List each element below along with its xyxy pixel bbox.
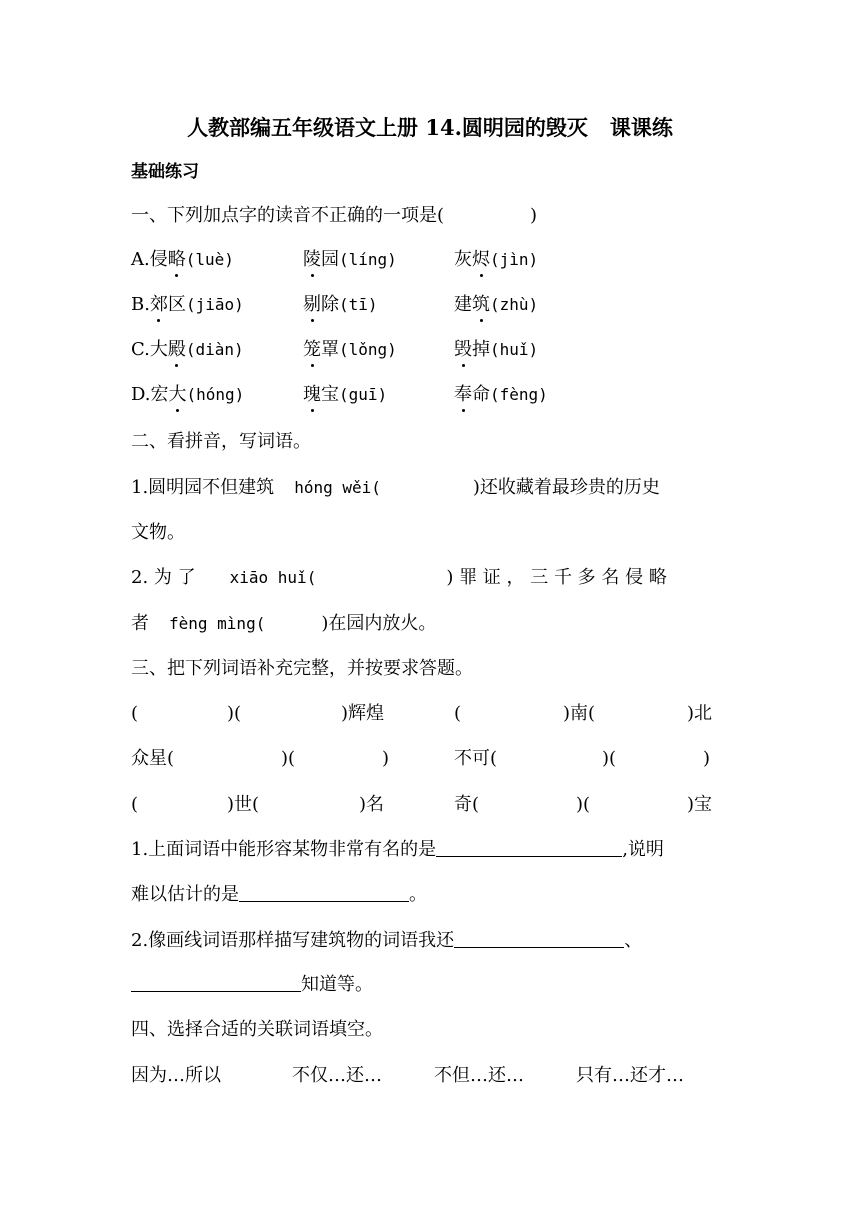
idiom-fragment: ( bbox=[131, 794, 139, 815]
pinyin: (guī) bbox=[339, 385, 388, 404]
idiom-fragment: ( bbox=[131, 703, 139, 724]
idiom-fragment: )( bbox=[281, 748, 296, 769]
idiom-fragment: ) bbox=[703, 748, 711, 769]
dotted-character: 毁 bbox=[454, 339, 472, 360]
q2-item1-line1 bbox=[131, 476, 730, 500]
q2-stem: 二、看拼音，写词语。 bbox=[131, 431, 311, 452]
q3-sub1-text: 1.上面词语中能形容某物非常有名的是 bbox=[131, 839, 437, 860]
q1-option-word bbox=[454, 248, 538, 272]
dotted-character: 奉 bbox=[454, 384, 472, 405]
q3-sub2-text-c: 知道等。 bbox=[301, 974, 373, 995]
q1-option-word bbox=[454, 338, 538, 362]
pinyin: (zhù) bbox=[490, 295, 539, 314]
q2-item1-text: 1.圆明园不但建筑 bbox=[131, 477, 275, 498]
pinyin: (jìn) bbox=[490, 250, 539, 269]
dotted-character: 大 bbox=[168, 384, 187, 405]
q2-item1-line2: 文物。 bbox=[131, 522, 185, 543]
dotted-character: 烬 bbox=[472, 249, 490, 270]
idiom-fragment: )北 bbox=[687, 703, 713, 724]
dotted-character: 笼 bbox=[303, 339, 321, 360]
q2-item2-text: 2. 为 了 bbox=[131, 567, 196, 588]
q1-stem bbox=[131, 204, 730, 228]
idiom-fragment: )南( bbox=[563, 703, 596, 724]
q2-item2-pinyin2: fèng mìng( bbox=[169, 614, 266, 633]
q2-item1-text-end: )还收藏着最珍贵的历史 bbox=[472, 477, 660, 498]
word-character: 建 bbox=[454, 294, 472, 315]
answer-blank[interactable] bbox=[131, 973, 301, 992]
answer-blank[interactable] bbox=[436, 838, 622, 857]
word-character: 大 bbox=[149, 339, 168, 360]
pinyin: (fèng) bbox=[490, 385, 548, 404]
title-main: 人教部编五年级语文上册 14.圆明园的毁灭 bbox=[187, 115, 588, 140]
idiom-fragment: )世( bbox=[227, 794, 260, 815]
q1-stem-close: ) bbox=[530, 205, 538, 226]
dotted-character: 筑 bbox=[472, 294, 490, 315]
q2-item2-text-d: )在园内放火。 bbox=[321, 613, 437, 634]
q3-sub1-line1 bbox=[131, 838, 730, 862]
idiom-fragment: )宝 bbox=[687, 794, 713, 815]
conjunction-option: 只有…还才… bbox=[576, 1065, 684, 1086]
option-label: B. bbox=[131, 294, 150, 315]
pinyin: (luè) bbox=[185, 250, 234, 269]
pinyin: (hóng) bbox=[186, 385, 245, 404]
word-character: 掉 bbox=[472, 339, 490, 360]
section-heading: 基础练习 bbox=[131, 162, 199, 182]
dotted-character: 略 bbox=[167, 249, 186, 270]
q2-item2-text-end: ) 罪 证 ， 三 千 多 名 侵 略 bbox=[446, 567, 667, 588]
q3-sub2-text: 2.像画线词语那样描写建筑物的词语我还 bbox=[131, 930, 455, 951]
idiom-fragment: )名 bbox=[359, 794, 385, 815]
q1-option-word bbox=[454, 293, 538, 317]
idiom-fragment: )辉煌 bbox=[341, 703, 385, 724]
pinyin: (líng) bbox=[339, 250, 397, 269]
idiom-fragment: 不可( bbox=[454, 748, 498, 769]
q1-option-word bbox=[303, 293, 378, 317]
word-character: 园 bbox=[321, 249, 339, 270]
idiom-fragment: ) bbox=[382, 748, 390, 769]
word-character: 侵 bbox=[149, 249, 168, 270]
dotted-character: 瑰 bbox=[303, 384, 321, 405]
conjunction-option: 不但…还… bbox=[434, 1065, 524, 1086]
idiom-fragment: ( bbox=[454, 703, 462, 724]
q2-item2-text-c: 者 bbox=[131, 613, 149, 634]
q1-option-word bbox=[303, 383, 387, 407]
q3-sub2-text-b: 、 bbox=[624, 930, 643, 951]
idiom-fragment: )( bbox=[576, 794, 591, 815]
word-character: 宏 bbox=[150, 384, 169, 405]
q2-item2-pinyin: xiāo huǐ( bbox=[229, 568, 317, 587]
q2-item1-pinyin: hóng wěi( bbox=[294, 478, 381, 497]
q3-sub1-line2 bbox=[131, 883, 730, 907]
word-character: 罩 bbox=[321, 339, 339, 360]
q1-option-word bbox=[131, 338, 244, 362]
q1-option-word bbox=[303, 248, 397, 272]
pinyin: (jiāo) bbox=[185, 295, 244, 314]
word-character: 命 bbox=[472, 384, 490, 405]
dotted-character: 郊 bbox=[149, 294, 168, 315]
q1-option-word bbox=[131, 293, 244, 317]
option-label: A. bbox=[131, 249, 150, 270]
q2-item2-line1 bbox=[131, 566, 730, 590]
pinyin: (lǒng) bbox=[339, 340, 397, 359]
idiom-fragment: )( bbox=[227, 703, 242, 724]
answer-blank[interactable] bbox=[454, 929, 624, 948]
q4-stem: 四、选择合适的关联词语填空。 bbox=[131, 1019, 383, 1040]
dotted-character: 陵 bbox=[303, 249, 321, 270]
pinyin: (huǐ) bbox=[490, 340, 539, 359]
dotted-character: 剔 bbox=[303, 294, 321, 315]
q3-sub2-line2 bbox=[131, 973, 730, 997]
q3-sub1-text-b: ,说明 bbox=[622, 839, 664, 860]
idiom-fragment: 奇( bbox=[454, 794, 480, 815]
q3-sub1-text-d: 。 bbox=[409, 884, 427, 905]
page-title bbox=[0, 114, 860, 142]
conjunction-option: 因为…所以 bbox=[131, 1065, 221, 1086]
idiom-fragment: )( bbox=[602, 748, 617, 769]
word-character: 灰 bbox=[454, 249, 472, 270]
option-label: C. bbox=[131, 339, 150, 360]
q1-option-word bbox=[131, 248, 234, 272]
conjunction-option: 不仅…还… bbox=[292, 1065, 382, 1086]
q1-option-word bbox=[131, 383, 244, 407]
word-character: 宝 bbox=[321, 384, 339, 405]
q2-item2-line2 bbox=[131, 612, 730, 636]
idiom-fragment: 众星( bbox=[131, 748, 175, 769]
q3-sub1-text-c: 难以估计的是 bbox=[131, 884, 239, 905]
q3-sub2-line1 bbox=[131, 929, 730, 953]
q1-option-word bbox=[303, 338, 397, 362]
q3-stem: 三、把下列词语补充完整，并按要求答题。 bbox=[131, 658, 473, 679]
q1-option-word bbox=[454, 383, 548, 407]
pinyin: (tī) bbox=[339, 295, 378, 314]
title-suffix: 课课练 bbox=[609, 115, 673, 140]
word-character: 除 bbox=[321, 294, 339, 315]
answer-blank[interactable] bbox=[239, 883, 409, 902]
word-character: 区 bbox=[167, 294, 186, 315]
dotted-character: 殿 bbox=[167, 339, 186, 360]
pinyin: (diàn) bbox=[185, 340, 244, 359]
option-label: D. bbox=[131, 384, 151, 405]
q1-stem-text: 一、下列加点字的读音不正确的一项是( bbox=[131, 205, 445, 226]
